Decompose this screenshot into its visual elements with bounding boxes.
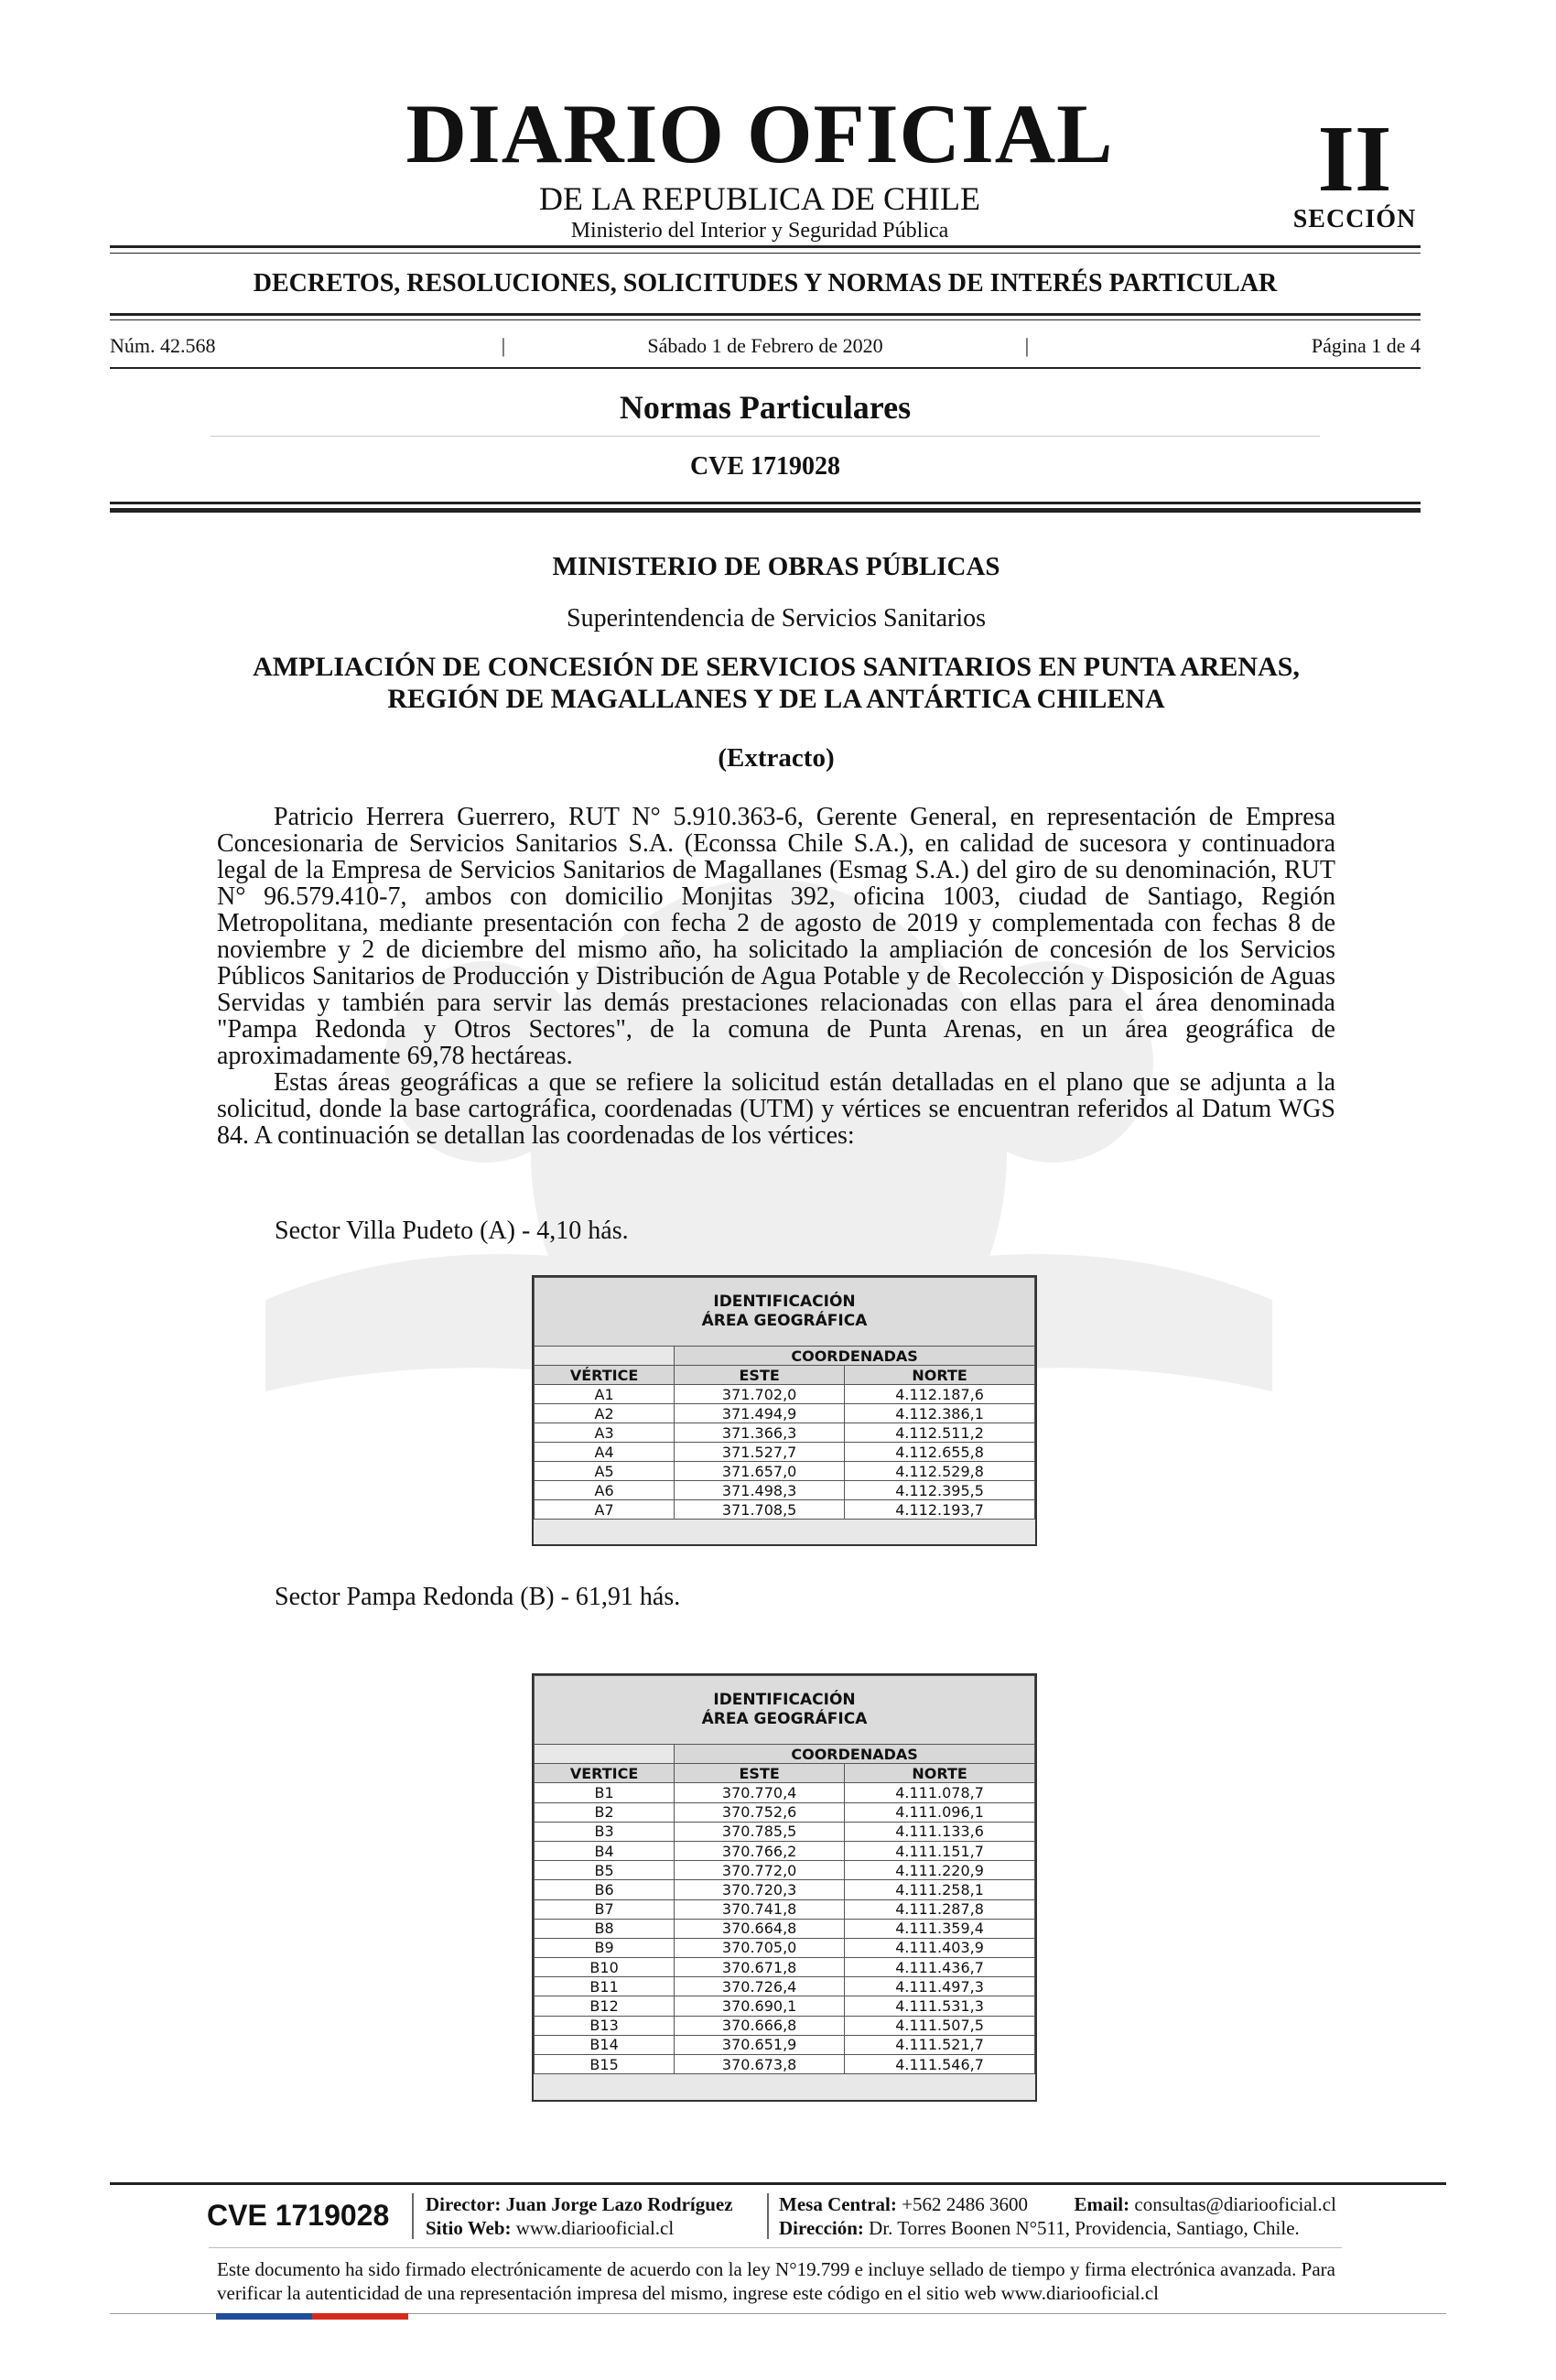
table-row [535,1899,1035,1919]
article-title-line: AMPLIACIÓN DE CONCESIÓN DE SERVICIOS SANITARIOS EN PUNTA ARENAS, [253,652,1300,682]
signature-note: Este documento ha sido firmado electrónicamente de acuerdo con la ley N°19.799 e incluye sellado de tiempo y firma electrónica avanzada. Para verificar la autenticidad de una representación impresa del mismo, ingrese este código en el sitio web www.diariooficial.cl [217,2258,1335,2304]
norte-cell: 4.112.187,6 [845,1385,1035,1404]
table-row [535,1977,1035,1996]
table-row [535,2016,1035,2035]
header-rule-top-thin [110,253,1421,254]
sector-b-label: Sector Pampa Redonda (B) - 61,91 hás. [275,1583,681,1611]
cve-code: CVE 1719028 [689,452,841,481]
masthead [348,87,1172,243]
este-cell: 371.708,5 [675,1500,845,1520]
issue-separator: | [501,334,506,357]
vertex-cell: B4 [535,1841,675,1860]
superintendencia-heading: Superintendencia de Servicios Sanitarios [567,604,986,633]
este-cell: 370.666,8 [675,2016,845,2035]
table-row [535,1822,1035,1841]
table-row [535,1500,1035,1520]
table-row [535,1462,1035,1481]
website-link[interactable]: www.diariooficial.cl [515,2217,675,2239]
column-header-este: ESTE [675,1764,845,1783]
este-cell: 370.772,0 [675,1861,845,1880]
table-row [535,1802,1035,1822]
article-body [217,804,1335,1149]
cve-rule-thick [110,508,1421,513]
paragraph: Patricio Herrera Guerrero, RUT N° 5.910.363-6, Gerente General, en representación de Empresa Concesionaria de Servicios Sanitarios S.A. (Econssa Chile S.A.), en calidad de sucesora y continuadora legal de la Empresa de Servicios Sanitarios de Magallanes (Esmag S.A.) del giro de su denominación, RUT N° 96.579.410-7, ambos con domicilio Monjitas 392, oficina 1003, ciudad de Santiago, Región Metropolitana, mediante presentación con fecha 2 de agosto de 2019 y complementada con fechas 8 de noviembre y 2 de diciembre del mismo año, ha solicitado la ampliación de concesión de los Servicios Públicos Sanitarios de Producción y Distribución de Agua Potable y de Recolección y Disposición de Aguas Servidas y también para servir las demás prestaciones relacionadas con ellas para el área denominada "Pampa Redonda y Otros Sectores", de la comuna de Punta Arenas, en un área geográfica de aproximadamente 69,78 hectáreas. [217,803,1335,1070]
norte-cell: 4.111.497,3 [845,1977,1035,1996]
este-cell: 370.741,8 [675,1899,845,1919]
flag-blue-segment [216,2313,312,2320]
vertex-cell: A2 [535,1404,675,1423]
norte-cell: 4.111.258,1 [845,1880,1035,1899]
table-row [535,1443,1035,1462]
footer-contact-block: Mesa Central: +562 2486 3600 Email: consultas@diariooficial.cl Dirección: Dr. Torres Boonen N°511, Providencia, Santiago, Chile. [779,2193,1336,2239]
column-header-este: ESTE [675,1366,845,1385]
table-row [535,1938,1035,1957]
norte-cell: 4.112.386,1 [845,1404,1035,1423]
table-row [535,1841,1035,1860]
vertex-cell: B8 [535,1919,675,1938]
este-cell: 370.770,4 [675,1783,845,1802]
issue-number: Núm. 42.568 [110,334,216,357]
norte-cell: 4.112.395,5 [845,1481,1035,1500]
norte-cell: 4.111.521,7 [845,2035,1035,2054]
vertex-cell: B7 [535,1899,675,1919]
table-row [535,1385,1035,1404]
coordinates-header: COORDENADAS [675,1745,1035,1764]
norte-cell: 4.111.096,1 [845,1802,1035,1822]
coordinates-header: COORDENADAS [675,1347,1035,1366]
vertex-cell: B13 [535,2016,675,2035]
norte-cell: 4.111.359,4 [845,1919,1035,1938]
norte-cell: 4.111.287,8 [845,1899,1035,1919]
issue-date: Sábado 1 de Febrero de 2020 [647,334,883,357]
column-header-norte: NORTE [845,1764,1035,1783]
este-cell: 371.657,0 [675,1462,845,1481]
footer-rule [110,2182,1446,2185]
vertex-cell: B14 [535,2035,675,2054]
table-row [535,1481,1035,1500]
este-cell: 370.726,4 [675,1977,845,1996]
norte-cell: 4.111.133,6 [845,1822,1035,1841]
norte-cell: 4.111.078,7 [845,1783,1035,1802]
norte-cell: 4.112.529,8 [845,1462,1035,1481]
vertex-cell: A5 [535,1462,675,1481]
header-rule-mid [110,313,1421,316]
coordinates-table-a [532,1275,1037,1546]
table-row [535,1423,1035,1443]
newspaper-title: DIARIO OFICIAL [405,87,1114,180]
este-cell: 370.651,9 [675,2035,845,2054]
vertex-cell: A1 [535,1385,675,1404]
column-header-vertex: VERTICE [535,1764,675,1783]
header-rule-top [110,245,1421,248]
footer-divider [412,2193,414,2239]
section-mark [1277,106,1432,234]
este-cell: 371.498,3 [675,1481,845,1500]
este-cell: 370.690,1 [675,1996,845,2016]
newspaper-subtitle: DE LA REPUBLICA DE CHILE [539,180,980,217]
norte-cell: 4.111.220,9 [845,1861,1035,1880]
este-cell: 370.785,5 [675,1822,845,1841]
vertex-cell: B10 [535,1958,675,1977]
norte-cell: 4.111.546,7 [845,2055,1035,2074]
norte-cell: 4.111.436,7 [845,1958,1035,1977]
cve-rule [110,502,1421,504]
footer-cve-code: CVE 1719028 [207,2198,390,2232]
vertex-cell: A7 [535,1500,675,1520]
table-row [535,1861,1035,1880]
table-row [535,2055,1035,2074]
footer-note-divider [209,2247,1342,2248]
extracto-label: (Extracto) [718,743,835,773]
column-header-vertex: VÉRTICE [535,1366,675,1385]
issue-separator: | [1024,334,1030,357]
table-id-header: IDENTIFICACIÓN ÁREA GEOGRÁFICA [535,1278,1035,1347]
table-row [535,1996,1035,2016]
paragraph: Estas áreas geográficas a que se refiere la solicitud están detalladas en el plano que se adjunta a la solicitud, donde la base cartográfica, coordenadas (UTM) y vértices se encuentran referidos al Datum WGS 84. A continuación se detallan las coordenadas de los vértices: [217,1068,1335,1150]
vertex-cell: B6 [535,1880,675,1899]
table-row [535,1958,1035,1977]
este-cell: 371.494,9 [675,1404,845,1423]
ministerio-heading: MINISTERIO DE OBRAS PÚBLICAS [552,552,1000,581]
address: Dr. Torres Boonen N°511, Providencia, Santiago, Chile. [869,2217,1300,2239]
header-rule-mid-thin [110,319,1421,320]
vertex-cell: B5 [535,1861,675,1880]
article-title-line: REGIÓN DE MAGALLANES Y DE LA ANTÁRTICA CHILENA [387,683,1165,714]
section-label: SECCIÓN [1292,204,1417,233]
vertex-cell: B1 [535,1783,675,1802]
vertex-cell: A3 [535,1423,675,1443]
este-cell: 370.720,3 [675,1880,845,1899]
norte-cell: 4.111.507,5 [845,2016,1035,2035]
norte-cell: 4.112.193,7 [845,1500,1035,1520]
section-number: II [1317,106,1392,211]
vertex-cell: A6 [535,1481,675,1500]
page-indicator: Página 1 de 4 [1311,334,1421,357]
vertex-cell: B2 [535,1802,675,1822]
table-row [535,1404,1035,1423]
vertex-cell: B11 [535,1977,675,1996]
este-cell: 370.673,8 [675,2055,845,2074]
vertex-cell: B3 [535,1822,675,1841]
table-row [535,1919,1035,1938]
norms-divider [211,436,1320,437]
flag-color-bar [216,2313,408,2320]
director-name: Juan Jorge Lazo Rodríguez [505,2193,733,2215]
table-id-header: IDENTIFICACIÓN ÁREA GEOGRÁFICA [535,1676,1035,1745]
phone-number: +562 2486 3600 [902,2193,1028,2215]
este-cell: 371.366,3 [675,1423,845,1443]
section-banner: DECRETOS, RESOLUCIONES, SOLICITUDES Y NORMAS DE INTERÉS PARTICULAR [253,269,1278,298]
vertex-cell: B15 [535,2055,675,2074]
norte-cell: 4.111.531,3 [845,1996,1035,2016]
email-link[interactable]: consultas@diariooficial.cl [1134,2193,1336,2215]
table-row [535,1880,1035,1899]
footer-divider [767,2193,769,2239]
norte-cell: 4.111.403,9 [845,1938,1035,1957]
flag-red-segment [312,2313,408,2320]
vertex-cell: B9 [535,1938,675,1957]
vertex-cell: A4 [535,1443,675,1462]
norte-cell: 4.112.655,8 [845,1443,1035,1462]
coordinates-table-b [532,1673,1037,2102]
table-row [535,1783,1035,1802]
este-cell: 371.702,0 [675,1385,845,1404]
norte-cell: 4.111.151,7 [845,1841,1035,1860]
este-cell: 370.671,8 [675,1958,845,1977]
footer-director-block: Director: Juan Jorge Lazo Rodríguez Sitio Web: www.diariooficial.cl [426,2193,733,2239]
norms-title: Normas Particulares [619,389,912,426]
este-cell: 371.527,7 [675,1443,845,1462]
ministry-line: Ministerio del Interior y Seguridad Pública [570,218,949,243]
article-title [217,652,1335,715]
table-row [535,2035,1035,2054]
este-cell: 370.664,8 [675,1919,845,1938]
este-cell: 370.752,6 [675,1802,845,1822]
este-cell: 370.766,2 [675,1841,845,1860]
issue-info-row [110,331,1421,361]
vertex-cell: B12 [535,1996,675,2016]
este-cell: 370.705,0 [675,1938,845,1957]
norte-cell: 4.112.511,2 [845,1423,1035,1443]
issue-rule [110,367,1421,369]
sector-a-label: Sector Villa Pudeto (A) - 4,10 hás. [275,1217,629,1245]
column-header-norte: NORTE [845,1366,1035,1385]
